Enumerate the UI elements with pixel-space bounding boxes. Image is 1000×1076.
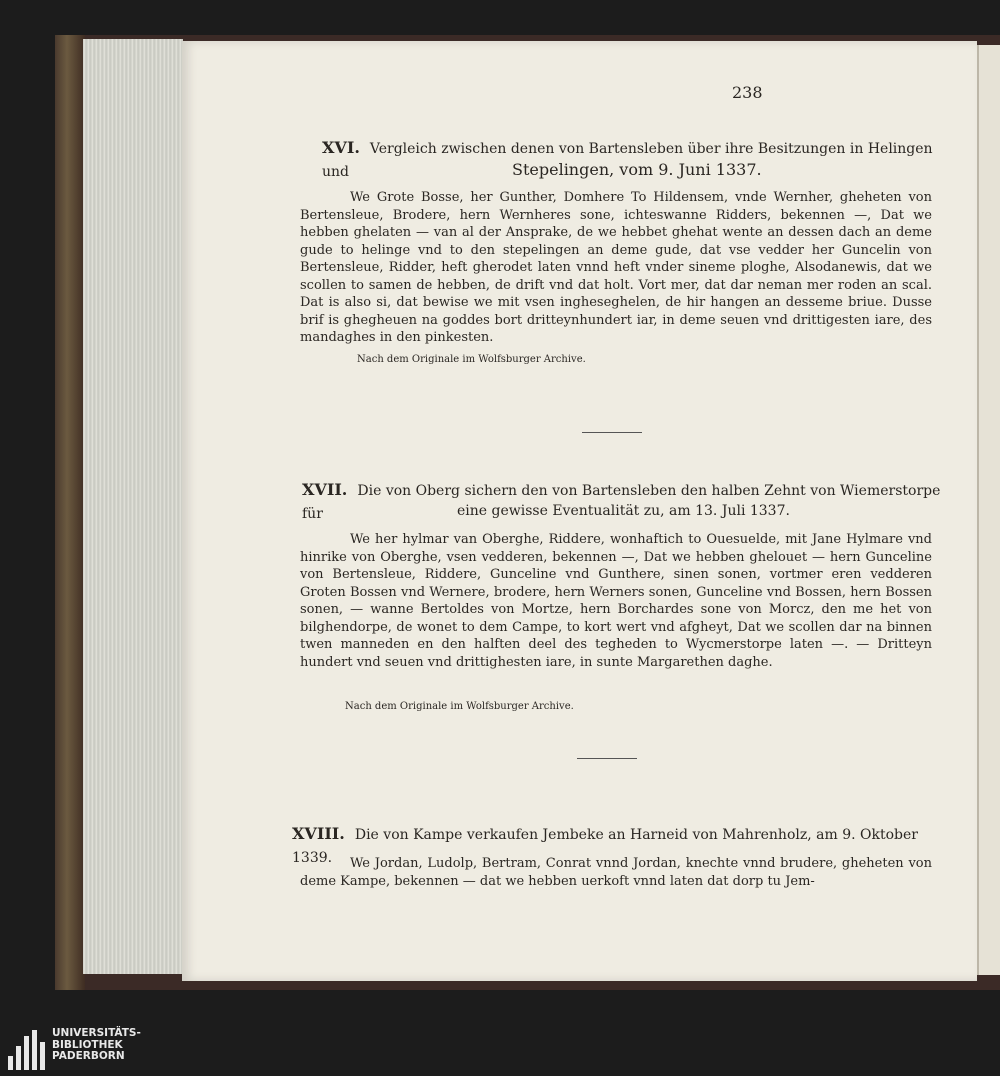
section-body-xvii: We her hylmar van Oberghe, Riddere, wonhaftich to Ouesuelde, mit Jane Hylmare vnd hinrike von Oberghe, vsen vedderen, bekennen —, Dat we hebben ghelouet — hern Gunceline von Bertensleue, Riddere, Gunceline vnd Gunthere, sinen sonen, vortmer eren vedderen Groten Bossen vnd Wernere, brodere, hern Werners sonen, Guncelinе vnd Bossen, hern Bossen sonen, — wanne Bertoldes von Mortze, hern Borchardes sone von Morcz, den me het von bilghendorpe, de wonet to dem Campe, to kort wert vnd afgheyt, Dat we scollen dar na binnen twen manneden en den halften deel des tegheden to Wycmerstorpe laten —. — Dritteyn hundert vnd seuen vnd drittighesten iare, in sunte Margarethen daghe.: [300, 532, 932, 670]
section-divider: [582, 432, 642, 433]
section-numeral: XVI.: [322, 138, 360, 157]
library-logo-icon: [8, 1030, 48, 1070]
document-page: [182, 41, 977, 981]
section-body-xviii: We Jordan, Ludolp, Bertram, Conrat vnnd Jordan, knechte vnnd brudere, gheheten von deme Kampe, bekennen — dat we hebben uerkoft vnnd laten dat dorp tu Jem-: [300, 856, 932, 889]
book-scan: [55, 35, 1000, 990]
section-divider: [577, 758, 637, 759]
library-footer: [0, 1024, 1000, 1076]
section-title-line1: Vergleich zwischen denen von Bartensleben über ihre Besitzungen in Helingen und: [322, 141, 933, 180]
section-body-xvi: We Grote Bosse, her Gunther, Domhere To Hildensem, vnde Wernher, gheheten von Bertensleue, Brodere, hern Wernheres sone, ichteswanne Ridders, bekennen —, Dat we hebben ghelaten — van al der Ansprake, de we hebbet ghehat wente an dessen dach an deme gude to helinge vnd to den stepelingen an deme gude, dat vse vedder her Guncelin von Bertensleue, Ridder, heft gherodet laten vnnd heft vnder sineme ploghe, Alsodanewis, dat we scollen to samen de hebben, de drift vnd dat holt. Vort mer, dat dar neman mer roden an scal. Dat is also si, dat bewise we mit vsen ingheseghelen, de hir hangen an desseme briue. Dusse brif is ghegheuen na goddes bort dritteynhundert iar, in deme seuen vnd drittigesten iare, des mandaghes in den pinkesten.: [300, 190, 932, 345]
library-name: [52, 1028, 141, 1063]
section-title-line2: Stepelingen, vom 9. Juni 1337.: [512, 160, 762, 179]
section-numeral: XVIII.: [292, 824, 345, 843]
page-fore-edge: [83, 39, 183, 974]
book-cover-edge: [55, 35, 85, 990]
page-number: 238: [732, 83, 763, 102]
facing-page-edge: [977, 45, 1000, 975]
section-numeral: XVII.: [302, 480, 348, 499]
library-name-line3: PADERBORN: [52, 1050, 125, 1062]
library-name-line1: UNIVERSITÄTS-: [52, 1027, 141, 1039]
section-title-line1: Die von Oberg sichern den von Bartensleben den halben Zehnt von Wiemerstorpe für: [302, 483, 941, 522]
section-title-line2: eine gewisse Eventualität zu, am 13. Juli 1337.: [457, 503, 790, 519]
source-note-xvi: Nach dem Originale im Wolfsburger Archive.: [357, 354, 586, 365]
library-name-line2: BIBLIOTHEK: [52, 1038, 123, 1051]
section-title-line1: Die von Kampe verkaufen Jembeke an Harneid von Mahrenholz, am 9. Oktober 1339.: [292, 827, 918, 866]
source-note-xvii: Nach dem Originale im Wolfsburger Archive.: [345, 701, 574, 712]
